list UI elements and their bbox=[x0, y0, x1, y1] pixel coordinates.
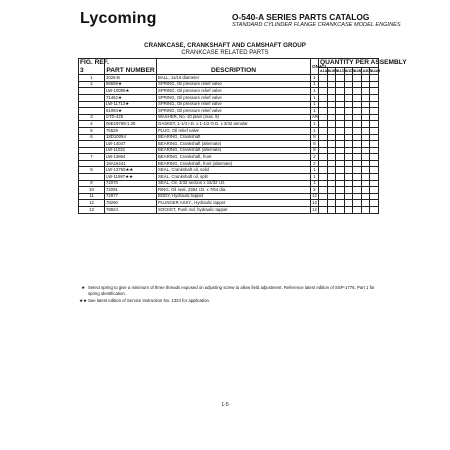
description-cell: SPRING, Oil pressure relief valve bbox=[157, 108, 311, 115]
model-quantity-cell bbox=[327, 88, 336, 95]
model-quantity-cell bbox=[319, 154, 328, 161]
model-quantity-cell bbox=[327, 101, 336, 108]
footnote-mark: ★★ bbox=[79, 298, 87, 304]
table-row bbox=[79, 174, 379, 181]
part-number-header: PART NUMBER bbox=[105, 59, 157, 75]
model-quantity-cell bbox=[361, 167, 370, 174]
model-quantity-cell bbox=[361, 94, 370, 101]
model-quantity-cell bbox=[336, 200, 345, 207]
model-quantity-cell bbox=[336, 134, 345, 141]
quantity-cell: 12 bbox=[312, 200, 317, 206]
model-quantity-cell bbox=[327, 134, 336, 141]
model-quantity-cell bbox=[344, 174, 353, 181]
table-row bbox=[79, 134, 379, 141]
table-row bbox=[79, 200, 379, 207]
description-cell: BALL, 11/16 diameter bbox=[157, 75, 311, 82]
description-cell: BEARING, Crankshaft (alternate) bbox=[157, 147, 311, 154]
description-cell: SEAL, Crankshaft oil, solid bbox=[157, 167, 311, 174]
quantity-cell: 1 bbox=[311, 81, 319, 88]
fig-ref-cell: 3 bbox=[79, 114, 105, 121]
table-row bbox=[79, 147, 379, 154]
quantity-cell: 1 bbox=[311, 94, 319, 101]
model-quantity-cell bbox=[353, 174, 362, 181]
quantity-cell: 1 bbox=[311, 167, 319, 174]
model-quantity-cell bbox=[344, 200, 353, 207]
model-quantity-cell bbox=[353, 114, 362, 121]
model-quantity-cell bbox=[327, 193, 336, 200]
fig-ref-cell bbox=[79, 141, 105, 148]
model-quantity-cell bbox=[370, 187, 379, 194]
model-quantity-cell bbox=[344, 121, 353, 128]
model-quantity-cell bbox=[327, 207, 336, 214]
model-quantity-cell bbox=[344, 167, 353, 174]
quantity-cell: 2 bbox=[311, 187, 319, 194]
part-number-cell: 72091 bbox=[105, 187, 157, 194]
model-quantity-cell bbox=[319, 108, 328, 115]
model-quantity-cell bbox=[327, 108, 336, 115]
model-quantity-cell bbox=[370, 160, 379, 167]
part-number-cell: 72070 bbox=[105, 180, 157, 187]
model-quantity-cell bbox=[353, 101, 362, 108]
parts-body bbox=[79, 75, 379, 213]
model-quantity-cell bbox=[353, 127, 362, 134]
model-quantity-cell bbox=[361, 187, 370, 194]
model-quantity-cell bbox=[344, 134, 353, 141]
quantity-cell: AR bbox=[312, 114, 318, 120]
model-quantity-cell bbox=[336, 187, 345, 194]
description-cell: PLUG, Oil relief valve bbox=[157, 127, 311, 134]
description-cell: SOCKET, Push rod, hydraulic tappet bbox=[157, 207, 311, 214]
model-quantity-cell bbox=[327, 154, 336, 161]
model-quantity-cell bbox=[327, 121, 336, 128]
part-number-cell: 78924 bbox=[105, 207, 157, 214]
model-quantity-cell bbox=[353, 200, 362, 207]
model-quantity-cell bbox=[344, 88, 353, 95]
model-quantity-cell bbox=[336, 180, 345, 187]
model-quantity-cell bbox=[336, 147, 345, 154]
description-cell: BEARING, Crankshaft bbox=[157, 134, 311, 141]
footnote-mark: ★ bbox=[81, 285, 85, 290]
model-quantity-cell bbox=[344, 101, 353, 108]
table-row bbox=[79, 160, 379, 167]
model-quantity-cell bbox=[319, 200, 328, 207]
fig-ref-cell: 5 bbox=[79, 127, 105, 134]
description-header: DESCRIPTION bbox=[157, 59, 311, 75]
footnote-text: Select spring to give a minimum of three threads exposed on adjusting screw to allow field adjustment. Reference latest edition of SSP-1776, Part 1 for spring identification. bbox=[88, 285, 375, 297]
model-header: A4A5 bbox=[371, 69, 381, 74]
part-number-cell: 66658★ bbox=[105, 81, 157, 88]
model-quantity-cell bbox=[336, 108, 345, 115]
fig-ref-cell: 4 bbox=[79, 121, 105, 128]
model-quantity-cell bbox=[353, 167, 362, 174]
description-cell: SEAL, Oil, 3/32 section x 15/32 I.D. bbox=[157, 180, 311, 187]
model-quantity-cell bbox=[361, 180, 370, 187]
description-cell: SPRING, Oil pressure relief valve bbox=[157, 94, 311, 101]
table-row bbox=[79, 207, 379, 214]
model-quantity-cell bbox=[370, 88, 379, 95]
model-quantity-cell bbox=[361, 147, 370, 154]
model-quantity-cell bbox=[353, 207, 362, 214]
model-quantity-cell bbox=[353, 154, 362, 161]
model-header: A3D5 bbox=[362, 69, 372, 74]
part-number-cell: 76529 bbox=[105, 127, 157, 134]
description-cell: SPRING, Oil pressure relief valve bbox=[157, 101, 311, 108]
table-row bbox=[79, 180, 379, 187]
model-quantity-cell bbox=[344, 94, 353, 101]
model-quantity-cell bbox=[370, 147, 379, 154]
model-quantity-cell bbox=[353, 121, 362, 128]
quantity-header: QUANTITY PER ASSEMBLY bbox=[320, 59, 407, 67]
model-quantity-cell bbox=[370, 207, 379, 214]
part-number-cell: LW-10099★ bbox=[105, 88, 157, 95]
model-quantity-cell bbox=[361, 207, 370, 214]
part-number-cell: 72877 bbox=[105, 193, 157, 200]
model-quantity-cell bbox=[344, 81, 353, 88]
quantity-cell: 1 bbox=[311, 101, 319, 108]
part-number-cell: LW-11713★ bbox=[105, 101, 157, 108]
model-quantity-cell bbox=[319, 167, 328, 174]
model-quantity-cell bbox=[336, 174, 345, 181]
quantity-cell: 8 bbox=[311, 134, 319, 141]
model-quantity-cell bbox=[370, 75, 379, 82]
quantity-cell: 1 bbox=[311, 88, 319, 95]
model-quantity-cell bbox=[344, 114, 353, 121]
model-quantity-cell bbox=[361, 101, 370, 108]
table-row bbox=[79, 75, 379, 82]
model-quantity-cell bbox=[370, 114, 379, 121]
model-quantity-cell bbox=[327, 200, 336, 207]
model-quantity-cell bbox=[319, 147, 328, 154]
model-quantity-cell bbox=[336, 127, 345, 134]
footnote bbox=[78, 285, 378, 297]
model-quantity-cell bbox=[353, 94, 362, 101]
model-quantity-cell bbox=[344, 160, 353, 167]
fig-ref-cell bbox=[79, 174, 105, 181]
model-quantity-cell bbox=[370, 121, 379, 128]
model-quantity-cell bbox=[319, 94, 328, 101]
model-quantity-cell bbox=[361, 200, 370, 207]
model-quantity-cell bbox=[370, 200, 379, 207]
model-header: A1D5 bbox=[345, 69, 355, 74]
fig-ref-cell: 1 bbox=[79, 75, 105, 82]
model-quantity-cell bbox=[344, 75, 353, 82]
model-quantity-cell bbox=[336, 114, 345, 121]
model-quantity-cell bbox=[319, 134, 328, 141]
model-quantity-cell bbox=[319, 81, 328, 88]
model-quantity-cell bbox=[353, 193, 362, 200]
model-quantity-cell bbox=[319, 127, 328, 134]
table-row bbox=[79, 154, 379, 161]
table-row bbox=[79, 127, 379, 134]
model-quantity-cell bbox=[327, 147, 336, 154]
fig-ref-cell: 12 bbox=[79, 200, 105, 207]
table-row bbox=[79, 187, 379, 194]
section-title: CRANKCASE RELATED PARTS bbox=[181, 50, 269, 56]
part-number-cell: 18A16441 bbox=[105, 160, 157, 167]
model-quantity-cell bbox=[319, 88, 328, 95]
fig-ref-cell bbox=[79, 108, 105, 115]
description-cell: BODY, Hydraulic tappet bbox=[157, 193, 311, 200]
model-quantity-cell bbox=[361, 154, 370, 161]
model-quantity-cell bbox=[361, 88, 370, 95]
part-number-cell: LW-13864 bbox=[105, 154, 157, 161]
model-quantity-cell bbox=[327, 75, 336, 82]
model-quantity-cell bbox=[319, 160, 328, 167]
model-quantity-cell bbox=[344, 193, 353, 200]
table-row bbox=[79, 101, 379, 108]
model-quantity-cell bbox=[361, 141, 370, 148]
model-quantity-cell bbox=[319, 121, 328, 128]
description-cell: BEARING, Crankshaft, front bbox=[157, 154, 311, 161]
description-cell: BEARING, Crankshaft, front (alternate) bbox=[157, 160, 311, 167]
model-quantity-cell bbox=[336, 88, 345, 95]
description-cell: WASHER, No. 10 plain (max. 9) bbox=[157, 114, 311, 121]
description-cell: SPRING, Oil pressure relief valve bbox=[157, 88, 311, 95]
model-quantity-cell bbox=[319, 187, 328, 194]
footnotes bbox=[78, 285, 378, 306]
model-quantity-cell bbox=[370, 127, 379, 134]
model-quantity-cell bbox=[319, 101, 328, 108]
model-quantity-cell bbox=[344, 180, 353, 187]
model-quantity-cell bbox=[353, 141, 362, 148]
model-quantity-cell bbox=[327, 160, 336, 167]
model-quantity-cell bbox=[336, 207, 345, 214]
model-header: A1A5 bbox=[320, 69, 330, 74]
model-quantity-cell bbox=[336, 141, 345, 148]
model-quantity-cell bbox=[361, 75, 370, 82]
fig-ref-cell bbox=[79, 94, 105, 101]
part-number-cell: LW-14047 bbox=[105, 141, 157, 148]
model-quantity-cell bbox=[344, 154, 353, 161]
model-quantity-cell bbox=[319, 180, 328, 187]
model-quantity-cell bbox=[336, 154, 345, 161]
table-row bbox=[79, 88, 379, 95]
part-number-cell: 71462★ bbox=[105, 94, 157, 101]
quantity-cell: 2 bbox=[311, 160, 319, 167]
model-quantity-cell bbox=[361, 160, 370, 167]
model-quantity-cell bbox=[336, 75, 345, 82]
model-quantity-cell bbox=[353, 134, 362, 141]
model-quantity-cell bbox=[336, 101, 345, 108]
model-quantity-cell bbox=[370, 154, 379, 161]
model-quantity-cell bbox=[327, 174, 336, 181]
fig-number: 3 bbox=[80, 66, 84, 74]
quantity-cell: 2 bbox=[311, 154, 319, 161]
parts-table bbox=[78, 58, 407, 214]
model-quantity-cell bbox=[370, 141, 379, 148]
model-quantity-cell bbox=[327, 94, 336, 101]
model-quantity-cell bbox=[327, 114, 336, 121]
part-number-cell: LW-11021 bbox=[105, 147, 157, 154]
model-quantity-cell bbox=[336, 94, 345, 101]
model-quantity-cell bbox=[370, 94, 379, 101]
fig-ref-cell bbox=[79, 101, 105, 108]
model-quantity-cell bbox=[327, 180, 336, 187]
model-quantity-cell bbox=[336, 160, 345, 167]
model-quantity-cell bbox=[336, 193, 345, 200]
group-title: CRANKCASE, CRANKSHAFT AND CAMSHAFT GROUP bbox=[144, 42, 306, 49]
catalog-subtitle: STANDARD CYLINDER FLANGE CRANKCASE MODEL ENGINES bbox=[232, 22, 401, 28]
quantity-cell: 1 bbox=[311, 174, 319, 181]
model-quantity-cell bbox=[319, 193, 328, 200]
quantity-cell: 1 bbox=[311, 127, 319, 134]
model-header: A1C5 bbox=[337, 69, 347, 74]
fig-ref-cell bbox=[79, 88, 105, 95]
quantity-cell: 1 bbox=[311, 108, 319, 115]
table-row bbox=[79, 114, 379, 121]
model-header: A1B5 bbox=[328, 69, 338, 74]
model-quantity-cell bbox=[370, 193, 379, 200]
model-quantity-cell bbox=[327, 141, 336, 148]
footnote-text: See latest edition of Service Instruction No. 1324 for application. bbox=[88, 298, 211, 304]
footnote bbox=[78, 298, 378, 304]
model-quantity-cell bbox=[353, 180, 362, 187]
description-cell: RING, Oil seal, 2384 I.D. x 7/64 dia. bbox=[157, 187, 311, 194]
table-row bbox=[79, 81, 379, 88]
model-quantity-cell bbox=[327, 127, 336, 134]
model-quantity-cell bbox=[319, 114, 328, 121]
model-quantity-cell bbox=[353, 187, 362, 194]
fig-ref-cell: 10 bbox=[79, 187, 105, 194]
model-quantity-cell bbox=[370, 108, 379, 115]
part-number-cell: STD-425 bbox=[105, 114, 157, 121]
fig-ref-cell: 8 bbox=[79, 167, 105, 174]
part-number-cell: 06E19769-1.25 bbox=[105, 121, 157, 128]
part-number-cell: 18D10094 bbox=[105, 134, 157, 141]
fig-ref-cell: 6 bbox=[79, 134, 105, 141]
fig-ref-cell: 9 bbox=[79, 180, 105, 187]
model-quantity-cell bbox=[361, 134, 370, 141]
fig-ref-cell bbox=[79, 147, 105, 154]
quantity-cell: 1 bbox=[311, 180, 319, 187]
description-cell: SEAL, Crankshaft oil, split bbox=[157, 174, 311, 181]
model-quantity-cell bbox=[361, 193, 370, 200]
model-quantity-cell bbox=[370, 134, 379, 141]
model-quantity-cell bbox=[344, 141, 353, 148]
model-quantity-cell bbox=[370, 101, 379, 108]
model-quantity-cell bbox=[361, 121, 370, 128]
model-quantity-cell bbox=[336, 167, 345, 174]
model-quantity-cell bbox=[336, 81, 345, 88]
quantity-cell: 12 bbox=[312, 206, 317, 212]
model-quantity-cell bbox=[370, 81, 379, 88]
table-row bbox=[79, 94, 379, 101]
description-cell: GASKET, 1-1/4 I.D. x 1-1/2 O.D. x 3/32 annular bbox=[157, 121, 311, 128]
catalog-title: O-540-A SERIES PARTS CATALOG bbox=[232, 12, 370, 22]
brand-logo: Lycoming bbox=[80, 10, 157, 27]
model-quantity-cell bbox=[353, 147, 362, 154]
model-quantity-cell bbox=[327, 81, 336, 88]
model-quantity-cell bbox=[319, 174, 328, 181]
table-row bbox=[79, 167, 379, 174]
model-quantity-cell bbox=[336, 121, 345, 128]
quantity-cell: 1 bbox=[311, 121, 319, 128]
fig-ref-cell: 11 bbox=[79, 193, 105, 200]
model-quantity-cell bbox=[327, 187, 336, 194]
model-quantity-cell bbox=[353, 88, 362, 95]
table-row bbox=[79, 193, 379, 200]
model-quantity-cell bbox=[361, 81, 370, 88]
fig-ref-cell: 13 bbox=[79, 207, 105, 214]
model-quantity-cell bbox=[353, 81, 362, 88]
model-quantity-cell bbox=[319, 75, 328, 82]
model-quantity-cell bbox=[361, 108, 370, 115]
table-row bbox=[79, 108, 379, 115]
on-all-header: ONALL bbox=[311, 59, 319, 75]
model-quantity-cell bbox=[361, 174, 370, 181]
model-quantity-cell bbox=[344, 187, 353, 194]
table-row bbox=[79, 141, 379, 148]
part-number-cell: LW-11997★★ bbox=[105, 174, 157, 181]
model-header: A2B bbox=[354, 69, 362, 74]
description-cell: BEARING, Crankshaft (alternate) bbox=[157, 141, 311, 148]
part-number-cell: 1026-B bbox=[105, 75, 157, 82]
model-quantity-cell bbox=[344, 147, 353, 154]
part-number-cell: LW-13750★★ bbox=[105, 167, 157, 174]
model-quantity-cell bbox=[353, 108, 362, 115]
model-quantity-cell bbox=[344, 108, 353, 115]
quantity-cell: 8 bbox=[311, 147, 319, 154]
model-quantity-cell bbox=[370, 167, 379, 174]
model-quantity-cell bbox=[353, 160, 362, 167]
fig-ref-header bbox=[79, 59, 109, 75]
model-quantity-cell bbox=[361, 127, 370, 134]
fig-ref-cell: 2 bbox=[79, 81, 105, 88]
model-quantity-cell bbox=[319, 141, 328, 148]
model-quantity-cell bbox=[361, 114, 370, 121]
part-number-cell: 61094★ bbox=[105, 108, 157, 115]
model-quantity-cell bbox=[370, 174, 379, 181]
part-number-cell: 78290 bbox=[105, 200, 157, 207]
model-quantity-cell bbox=[370, 180, 379, 187]
model-quantity-cell bbox=[344, 127, 353, 134]
fig-ref-cell: 7 bbox=[79, 154, 105, 161]
quantity-cell: 1 bbox=[311, 75, 319, 82]
fig-ref-cell bbox=[79, 160, 105, 167]
description-cell: SPRING, Oil pressure relief valve bbox=[157, 81, 311, 88]
page-number: 1-5 bbox=[221, 402, 229, 408]
quantity-cell: 8 bbox=[311, 141, 319, 148]
model-quantity-cell bbox=[327, 167, 336, 174]
fig-ref-label: FIG. REF. bbox=[80, 59, 109, 66]
quantity-cell: 12 bbox=[312, 193, 317, 199]
table-row bbox=[79, 121, 379, 128]
description-cell: PLUNGER ASSY., Hydraulic tappet bbox=[157, 200, 311, 207]
model-quantity-cell bbox=[344, 207, 353, 214]
model-quantity-cell bbox=[319, 207, 328, 214]
model-quantity-cell bbox=[353, 75, 362, 82]
